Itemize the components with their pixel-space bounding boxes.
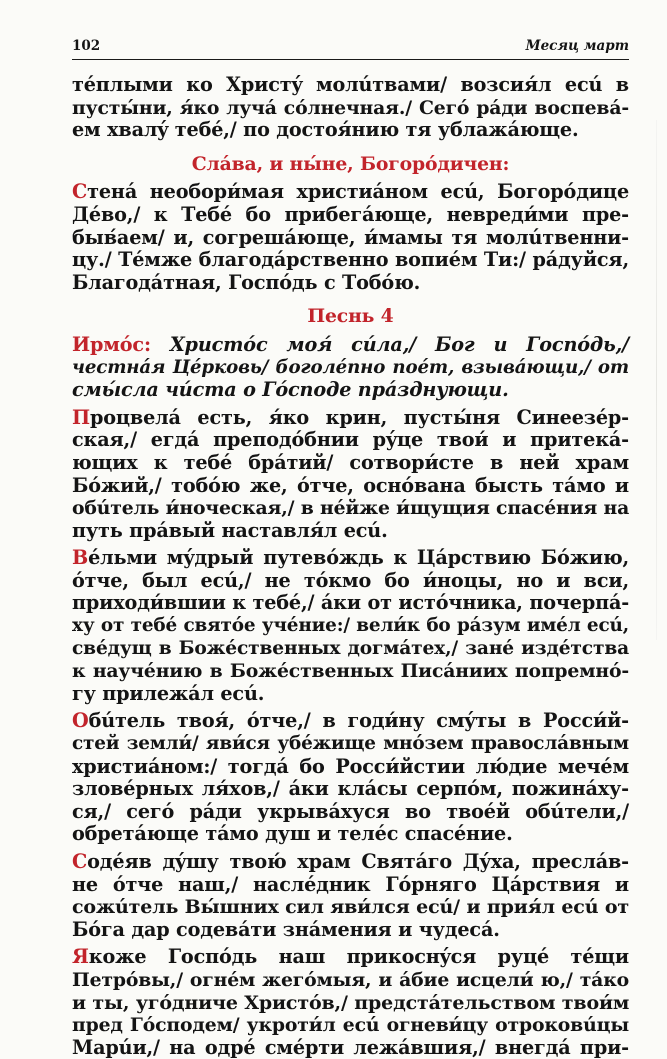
troparion (72, 851, 629, 941)
troparion (72, 710, 629, 846)
drop-initial: С (72, 850, 88, 873)
text-line: ху от тебé святóе учéние:/ вели́к бо рáзум имéл есú, (72, 615, 629, 637)
text-line: обúтель и́ноческая,/ в нéйже и́щущия спасéния на (72, 497, 630, 520)
text-line: Бóга дар содевáти знáмения и чудесá. (72, 917, 500, 941)
text-line: стей земли́/ яви́ся убéжище мнóзем правослáвным (72, 733, 629, 755)
drop-initial: В (72, 546, 89, 570)
text-line: ем хвалý тебé,/ по достоя́нию тя ублажáюще. (72, 118, 579, 142)
text-line: Содéяв дýшу твою́ храм Святáго Дýха, преслáв- (72, 850, 629, 873)
text-line: Благодáтная, Госпóдь с Тобóю. (72, 270, 421, 294)
text-line: обретáюще тáмо душ и телéс спасéние. (72, 822, 513, 846)
text-line: Бóжий,/ тобóю же, óтче, оснóвана бысть тáмо и (72, 473, 629, 497)
text-line: пусты́ни, я́ко лучá сóлнечная./ Сегó рáди воспевá- (72, 96, 629, 119)
text-line: к научéнию в Божéственных Писáниих попремнó- (72, 660, 629, 683)
text-line: христиáном:/ тогдá бо Росси́йстии лю́дие мечéм (72, 754, 629, 778)
glory-heading: Слáва, и ны́не, Богорóдичен: (191, 152, 510, 175)
running-title: Месяц март (525, 38, 629, 54)
text-line: зловéрных ля́хов,/ áки клáсы серпóм, пожинáху- (72, 777, 630, 801)
text-line: свéдущ в Божéственных догмáтех,/ занé издéтства (72, 637, 629, 659)
text-line: Стенá необори́мая христиáном есú, Богорóдице (72, 180, 629, 204)
text-line: Обúтель твоя́, óтче,/ в годи́ну смýты в Росси́й- (72, 709, 629, 733)
text-line: не óтче наш,/ наслéдник Гóрняго Цáрствия и (72, 872, 629, 896)
text-line: Якоже Госпóдь наш прикоснýся руцé тéщи (72, 945, 629, 969)
continuation-paragraph (72, 74, 629, 142)
text-line: Процвелá есть, я́ко крин, пусты́ня Синеезéр- (72, 405, 629, 429)
text-line: ся,/ сегó рáди укрывáхуся во твоéй обúтели,/ (72, 799, 629, 823)
page-header (72, 38, 629, 60)
page-body (72, 74, 629, 1059)
text-line: быв́аем/ и, согрешáюще, и́мамы тя молúтвенни- (72, 225, 629, 249)
text-line: тéплыми ко Христý молúтвами/ возсия́л есú в (72, 73, 629, 96)
text-line: Марúи,/ на одрé смéрти лежáвшия,/ внегдá при- (72, 1035, 629, 1059)
scan-edge-shadow (656, 120, 657, 640)
text-line: путь прáвый наставля́л есú. (72, 518, 388, 542)
troparion (72, 407, 629, 543)
text-line: приходи́вшии к тебé,/ áки от истóчника, почерпá- (72, 591, 630, 615)
text-line: и ты, угóдниче Христóв,/ предстáтельством твои́м (72, 991, 630, 1014)
text-line: ющих к тебé брáтий/ сотвори́сте в ней храм (72, 450, 629, 474)
text-line: ская,/ егдá преподóбнии рýце твои́ и притекá- (72, 428, 629, 452)
ode-heading: Песнь 4 (307, 305, 394, 328)
text-line: Вéльми мýдрый путевóждь к Цáрствию Бóжию, (72, 546, 629, 570)
text-line: Петрóвы,/ огнéм жегóмыя, и áбие исцели́ ю,/ тáко (72, 968, 629, 991)
irmos-paragraph (72, 334, 629, 402)
drop-initial: О (72, 709, 89, 733)
theotokion-paragraph (72, 181, 629, 294)
text-line: Дéво,/ к Тебé бо прибегáюще, невреди́ми пре- (72, 202, 629, 226)
text-line: цу./ Тéмже благодáрственно вопиéм Ти:/ рáдуйся, (72, 248, 629, 272)
text-line: Ирмóс: Христóс моя́ сúла,/ Бог и Госпóдь,/ (72, 332, 629, 356)
text-line: честнáя Цéрковь/ боголéпно поéт, взывáющи,/ от (72, 356, 629, 378)
text-line: гу прилежáл есú. (72, 681, 265, 705)
text-line: смы́сла чи́ста о Гóсподе прáзднующи. (72, 378, 509, 402)
troparion (72, 547, 629, 705)
drop-initial: С (72, 180, 88, 204)
text-line: пред Гóсподем/ укроти́л есú огневи́цу отроковúцы (72, 1014, 629, 1037)
drop-initial: Я (72, 945, 89, 969)
text-line: сожúтель Вы́шних сил яви́лся есú/ и прия́л есú от (72, 896, 629, 919)
irmos-label: Ирмóс: (72, 332, 151, 356)
drop-initial: П (72, 405, 90, 429)
text-line: óтче, был есú,/ не тóкмо бо и́ноцы, но и вси, (72, 568, 629, 592)
troparion (72, 946, 629, 1059)
page-number: 102 (72, 38, 101, 54)
